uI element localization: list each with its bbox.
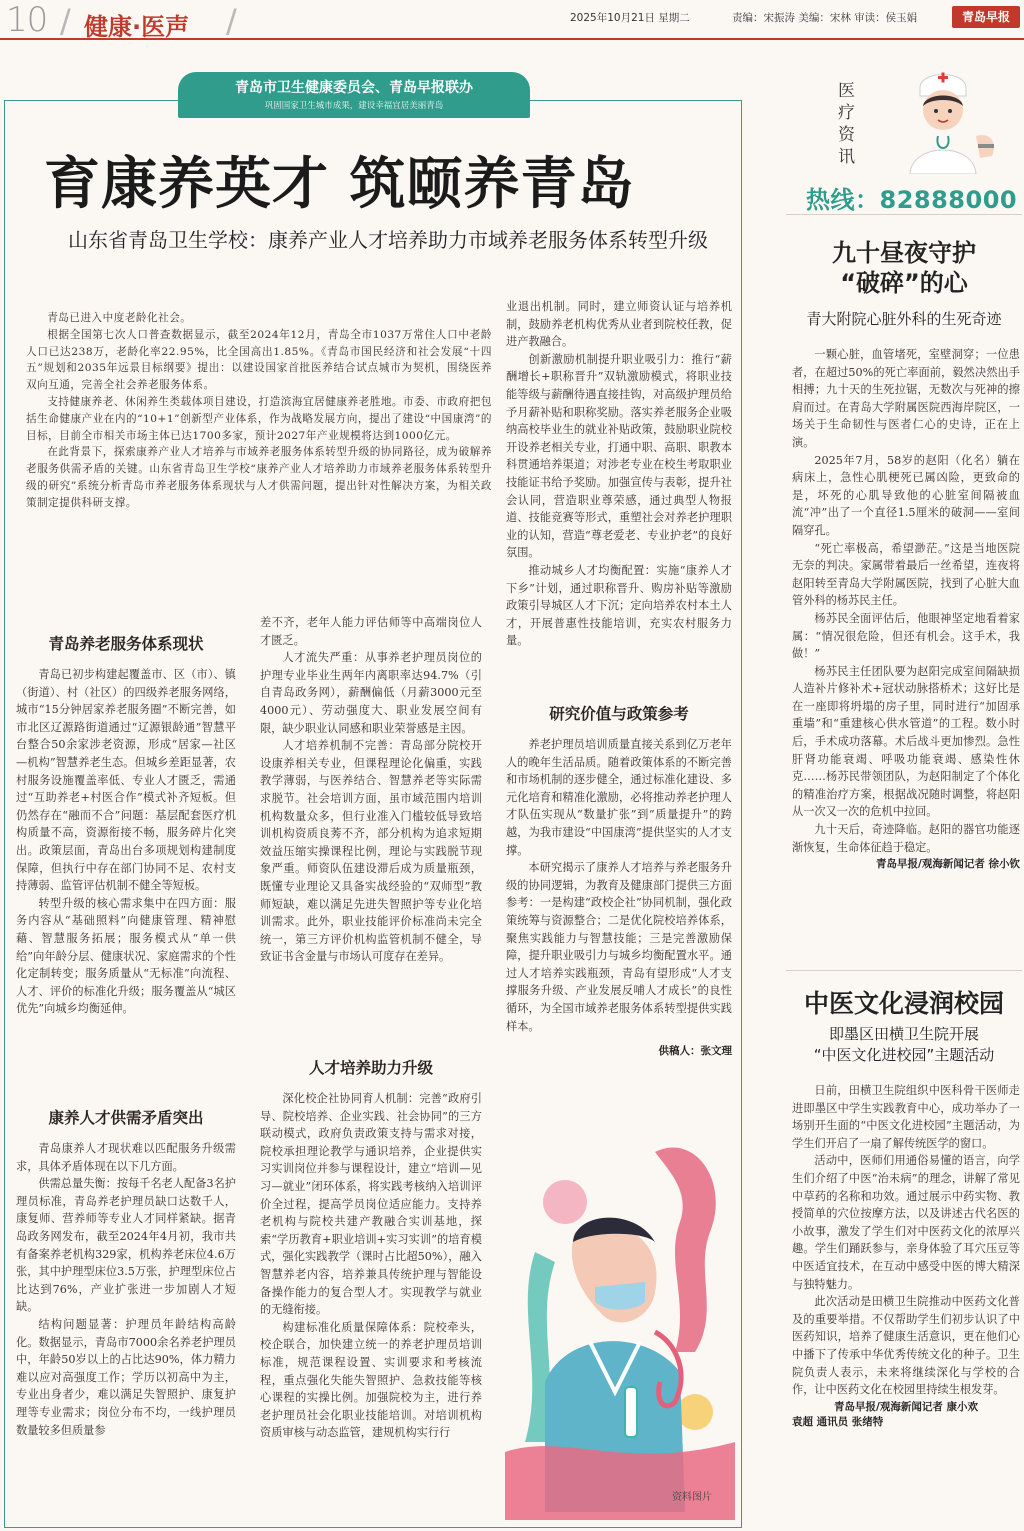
body-paragraph: 创新激励机制提升职业吸引力：推行“薪酬增长+职称晋升”双轨激励模式，将职业技能等级与薪酬待遇直接挂钩，对高级护理员给予月薪补贴和职称奖励。落实养老服务企业吸纳高校毕业生的就业补贴政策，鼓励职业院校开设养老相关专业，打通中职、高职、职教本科贯通培养渠道；对涉老专业在校生考取职业技能证书给予奖励。加强宣传与表彰，提升社会认同，营造职业尊荣感，通过典型人物报道、技能竞赛等形式，重塑社会对养老护理职业的认知，营造“尊老爱老、专业护老”的良好氛围。 — [506, 352, 732, 560]
article1-byline: 青岛早报/观海新闻记者 徐小钦 — [876, 858, 1020, 871]
body-paragraph: 活动中，医师们用通俗易懂的语言，向学生们介绍了中医“治未病”的理念，讲解了常见中草药的名称和功效。通过展示中药实物、教授简单的穴位按摩方法，以及讲述古代名医的小故事，激发了学生们对中医药文化的浓厚兴趣。学生们踊跃参与，亲身体验了耳穴压豆等中医适宜技术，在互动中感受中医的博大精深与独特魅力。 — [792, 1154, 1020, 1291]
body-paragraph: 2025年7月，58岁的赵阳（化名）躺在病床上，急性心肌梗死已属凶险，更致命的是，坏死的心肌导致他的心脏室间隔被血流“冲”出了一个直径1.5厘米的破洞——室间隔穿孔。 — [792, 453, 1020, 537]
body-paragraph: “死亡率极高，希望渺茫。”这是当地医院无奈的判决。家属带着最后一丝希望，连夜将赵阳转至青岛大学附属医院，找到了心脏大血管外科的杨苏民主任。 — [792, 541, 1020, 608]
article2-subtitle-line: “中医文化进校园”主题活动 — [813, 1046, 995, 1064]
sidebar-divider — [786, 214, 1022, 215]
body-paragraph: 养老护理员培训质量直接关系到亿万老年人的晚年生活品质。随着政策体系的不断完善和市场机制的逐步健全，通过标准化建设、多元化培育和精准化激励，必将推动养老护理人才队伍实现从“数量扩张”到“质量提升”的跨越，为我市建设“中国康湾”提供坚实的人才支撑。 — [506, 738, 732, 857]
body-paragraph: 日前，田横卫生院组织中医科骨干医师走进即墨区中学生实践教育中心，成功举办了一场别开生面的“中医文化进校园”主题活动，为学生们开启了一扇了解传统医学的窗口。 — [792, 1084, 1020, 1150]
editor-credits: 责编：宋振涛 美编：宋林 审读：侯玉娟 — [732, 12, 918, 24]
header-divider: / — [226, 2, 237, 40]
article1-title-line: “破碎”的心 — [840, 269, 968, 297]
body-paragraph: 人才流失严重：从事养老护理员岗位的护理专业毕业生两年内离职率达94.7%（引自青岛政务网），薪酬偏低（月薪3000元至4000元）、劳动强度大、职业发展空间有限，缺少职业认同感和职业荣誉感是主因。 — [260, 651, 482, 735]
banner-title: 青岛市卫生健康委员会、青岛早报联办 — [235, 80, 473, 96]
doctor-cartoon-icon — [880, 66, 1004, 174]
intro-paragraph: 支持健康养老、休闲养生类载体项目建设，打造滨海宜居健康养老胜地。市委、市政府把包括生命健康产业在内的“10+1”创新型产业体系，作为战略发展方向，提出了建设“中国康湾”的目标，目前全市相关市场主体已达1700多家，预计2027年产业规模将达到1000亿元。 — [26, 395, 492, 442]
column-a — [16, 632, 236, 1018]
body-paragraph: 构建标准化质量保障体系：院校牵头，校企联合，加快建立统一的养老护理员培训标准，规范课程设置、实训要求和考核流程，重点强化失能失智照护、急救技能等核心课程的实操比例。加强院校为主，进行养老护理员社会化职业技能培训。对培训机构资质审核与动态监管，建规机构实行行 — [260, 1320, 482, 1440]
article1-subtitle: 青大附院心脏外科的生死奇迹 — [806, 310, 1002, 328]
column-c-lower — [506, 702, 732, 1058]
newspaper-logo: 青岛早报 — [952, 6, 1020, 28]
body-paragraph: 杨苏民全面评估后，他眼神坚定地看着家属：“情况很危险，但还有机会。这手术，我做！” — [792, 611, 1020, 661]
body-paragraph: 此次活动是田横卫生院推动中医药文化普及的重要举措。不仅帮助学生们初步认识了中医药知识，培养了健康生活意识，更在他们心中播下了传承中华优秀传统文化的种子。卫生院负责人表示，未来将继续深化与学校的合作，让中医药文化在校园里持续生根发芽。 — [792, 1295, 1020, 1397]
article2-subtitle — [786, 1024, 1022, 1066]
body-paragraph: 业退出机制。同时，建立师资认证与培养机制，鼓励养老机构优秀从业者到院校任教，促进产教融合。 — [506, 300, 732, 349]
intro-paragraph: 青岛已进入中度老龄化社会。 — [47, 312, 192, 324]
article2-byline: 青岛早报/观海新闻记者 康小欢 — [834, 1400, 978, 1413]
column-b — [260, 614, 482, 966]
section-heading: 康养人才供需矛盾突出 — [48, 1109, 204, 1127]
body-paragraph: 人才培养机制不完善：青岛部分院校开设康养相关专业，但课程理论化偏重，实践教学薄弱，与医养结合、智慧养老等实际需求脱节。社会培训方面，虽市域范围内培训机构数量众多，但行业准入门槛较低导致培训机构资质良莠不齐，部分机构为追求短期效益压缩实操课程比例，理论与实践脱节现象严重。师资队伍建设滞后成为质量瓶颈，既懂专业理论又具备实战经验的“双师型”教师短缺，难以满足先进失智照护等专业化培训需求。此外，职业技能评价标准尚未完全统一，第三方评价机构监管机制不健全，导致证书含金量与市场认可度存在差异。 — [260, 739, 482, 964]
column-c — [506, 298, 732, 650]
banner-subtitle: 巩固国家卫生城市成果，建设幸福宜居美丽青岛 — [264, 101, 444, 111]
column-a-lower — [16, 1106, 236, 1439]
main-subheadline: 山东省青岛卫生学校：康养产业人才培养助力市域养老服务体系转型升级 — [68, 228, 708, 252]
contributor-byline: 供稿人：张文理 — [658, 1045, 732, 1058]
body-paragraph: 转型升级的核心需求集中在四方面：服务内容从“基础照料”向健康管理、精神慰藉、智慧服务拓展；服务模式从“单一供给”向年龄分层、健康状况、家庭需求的个性化定制转变；服务质量从“无标准”向流程、人才、评价的标准化升级；服务覆盖从“城区优先”向城乡均衡延伸。 — [16, 896, 236, 1016]
body-paragraph: 一颗心脏，血管堵死，室壁洞穿；一位患者，在超过50%的死亡率面前，毅然决然出手相搏；九十天的生死拉锯，无数次与死神的擦肩而过。在青岛大学附属医院西海岸院区，一场关于生命韧性与医者仁心的史诗，正在上演。 — [792, 348, 1020, 449]
nurse-illustration — [505, 1112, 735, 1520]
body-paragraph: 供需总量失衡：按每千名老人配备3名护理员标准，青岛养老护理员缺口达数千人，康复师、营养师等专业人才同样紧缺。据青岛政务网发布，截至2024年4月初，我市共有备案养老机构329家，机构养老床位4.6万张，其中护理型床位3.5万张，护理型床位占比达到76%，产业扩张进一步加剧人才短缺。 — [16, 1177, 236, 1314]
body-paragraph: 推动城乡人才均衡配置：实施“康养人才下乡”计划，通过职称晋升、购房补贴等激励政策引导城区人才下沉；定向培养农村本土人才，开展普惠性技能培训，充实农村服务力量。 — [506, 563, 732, 648]
section-title: 健康·医声 — [84, 13, 190, 41]
article1-title — [786, 238, 1022, 298]
header-divider: / — [60, 2, 71, 40]
intro-block — [26, 310, 492, 512]
page-header — [0, 0, 1024, 40]
page-number: 10 — [6, 0, 48, 40]
article1-body — [792, 346, 1020, 871]
body-paragraph: 本研究揭示了康养人才培养与养老服务升级的协同逻辑，为教育及健康部门提供三方面参考：一是构建“政校企社”协同机制，强化政策统筹与资源整合；二是优化院校培养体系，聚焦实践能力与智慧技能；三是完善激励保障，提升职业吸引力与城乡均衡配置水平。通过人才培养实践瓶颈，青岛有望形成“人才支撑服务升级、产业发展反哺人才成长”的良性循环，为全国市域养老服务体系转型提供实践样本。 — [506, 861, 732, 1033]
intro-paragraph: 在此背景下，探索康养产业人才培养与市域养老服务体系转型升级的协同路径，成为破解养老服务供需矛盾的关键。山东省青岛卫生学校“康养产业人才培养助力市域养老服务体系转型升级的研究”系统分析青岛市养老服务体系现状与人才供需问题，提出针对性解决方案，为相关政策制定提供科研支撑。 — [26, 446, 492, 509]
main-headline: 育康养英才 筑颐养青岛 — [44, 152, 635, 217]
hotline-number: 热线：82888000 — [806, 186, 1018, 214]
issue-date: 2025年10月21日 星期二 — [570, 12, 690, 24]
article-divider — [786, 970, 1022, 971]
article1-title-line: 九十昼夜守护 — [832, 239, 976, 267]
section-heading: 青岛养老服务体系现状 — [48, 635, 204, 653]
column-b-lower — [260, 1056, 482, 1442]
section-heading: 人才培养助力升级 — [308, 1059, 433, 1077]
intro-paragraph: 根据全国第七次人口普查数据显示，截至2024年12月，青岛全市1037万常住人口中老龄人口已达238万，老龄化率22.95%，比全国高出1.85%。《青岛市国民经济和社会发展“十四五”规划和2035年远景目标纲要》提出：以建设国家首批医养结合试点城市为契机，围绕医养双向互通，完善全社会养老服务体系。 — [26, 328, 492, 392]
section-heading: 研究价值与政策参考 — [549, 705, 689, 723]
image-caption: 资料图片 — [672, 1492, 712, 1503]
body-paragraph: 青岛康养人才现状难以匹配服务升级需求，具体矛盾体现在以下几方面。 — [16, 1142, 236, 1173]
body-paragraph: 青岛已初步构建起覆盖市、区（市）、镇（街道）、村（社区）的四级养老服务网络，城市“15分钟居家养老服务圈”不断完善，如市北区辽源路街道通过“辽源银龄通”智慧平台整合50余家涉老资源，形成“居家—社区—机构”智慧养老生态。但城乡差距显著，农村服务设施覆盖率低、专业人才匮乏，需通过“互助养老+村医合作”模式补齐短板。但仍然存在“融而不合”问题：基层配套医疗机构质量不高，资源衔接不畅，服务碎片化突出。政策层面，青岛出台多项规划构建制度保障，但执行中存在部门协同不足、农村支持薄弱、监管评估机制不健全等短板。 — [16, 668, 236, 893]
article2-byline: 袁超 通讯员 张绪特 — [792, 1415, 884, 1428]
article2-title: 中医文化浸润校园 — [803, 989, 1004, 1018]
article2-body — [792, 1082, 1020, 1429]
body-paragraph: 深化校企社协同育人机制：完善“政府引导、院校培养、企业实践、社会协同”的三方联动模式，政府负责政策支持与需求对接，院校承担理论教学与通识培养，企业提供实习实训岗位并参与课程设计，建立“培训—见习—就业”闭环体系，将实践考核纳入培训评价全过程，提高学员岗位适应能力。支持养老机构与院校共建产教融合实训基地，探索“学历教育+职业培训+实习实训”的培育模式，强化实践教学（课时占比超50%），融入智慧养老内容，培养兼具传统护理与智能设备操作能力的复合型人才。实现教学与就业的无缝衔接。 — [260, 1092, 482, 1317]
body-paragraph: 结构问题显著：护理员年龄结构高龄化。数据显示，青岛市7000余名养老护理员中，年龄50岁以上的占比达90%，体力精力难以应对高强度工作；学历以初高中为主，专业出身者少，难以满足失智照护、康复护理等专业需求；岗位分布不均，一线护理员数量较多但质量参 — [16, 1317, 236, 1437]
body-paragraph: 差不齐，老年人能力评估师等中高端岗位人才匮乏。 — [260, 616, 482, 647]
consult-label: 医疗资讯 — [838, 81, 855, 167]
body-paragraph: 杨苏民主任团队要为赵阳完成室间隔缺损人造补片修补术+冠状动脉搭桥术；这好比是在一座即将坍塌的房子里，同时进行“加固承重墙”和“重建核心供水管道”的工程。数小时后，手术成功落幕。术后战斗更加惨烈。急性肝肾功能衰竭、呼吸功能衰竭、感染性休克……杨苏民带领团队，为赵阳制定了个体化的精准治疗方案，根据战况随时调整，将赵阳从一次又一次的危机中拉回。 — [792, 664, 1020, 819]
article2-subtitle-line: 即墨区田横卫生院开展 — [828, 1025, 979, 1043]
body-paragraph: 九十天后，奇迹降临。赵阳的器官功能逐渐恢复，生命体征趋于稳定。 — [792, 823, 1020, 854]
